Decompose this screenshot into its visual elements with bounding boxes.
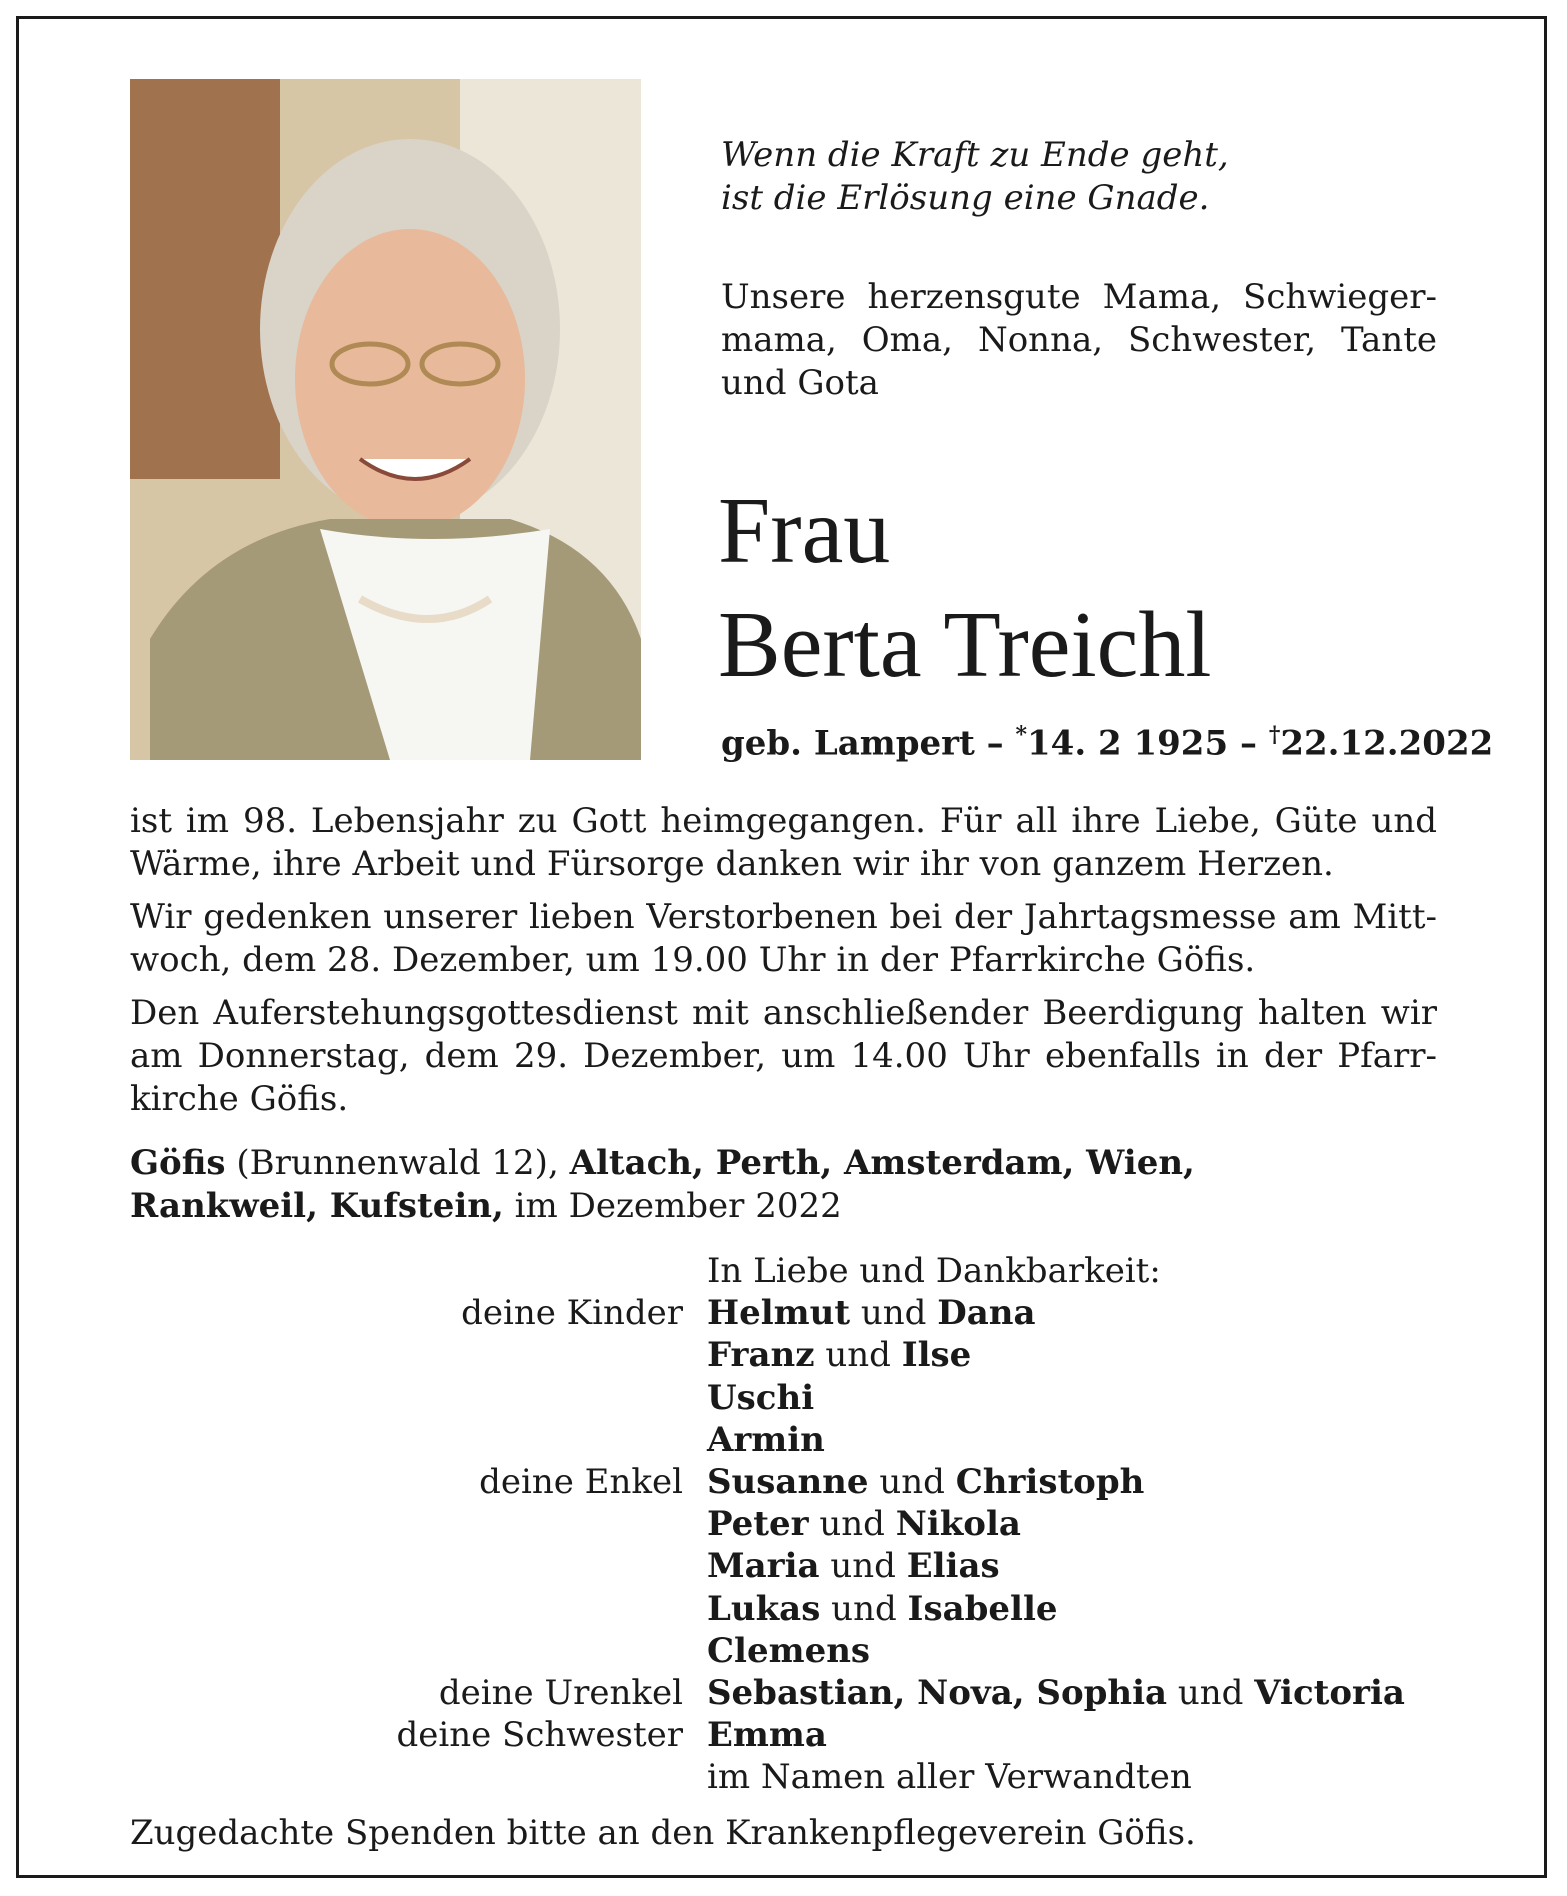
list-item bbox=[130, 1588, 1450, 1630]
notice-date: im Dezember 2022 bbox=[503, 1186, 842, 1226]
mourner-name: Nikola bbox=[895, 1504, 1021, 1545]
list-item bbox=[130, 1545, 1450, 1587]
mourner-name: Uschi bbox=[707, 1377, 815, 1418]
list-item bbox=[130, 1292, 1450, 1334]
list-item bbox=[130, 1377, 1450, 1419]
donation-note: Zugedachte Spenden bitte an den Krankenpflegeverein Göfis. bbox=[130, 1813, 1196, 1853]
paragraph-passing bbox=[130, 800, 1437, 886]
conjunction: und bbox=[819, 1504, 885, 1545]
relation-label: deine Schwester bbox=[396, 1715, 683, 1756]
mourners-list bbox=[130, 1250, 1450, 1799]
list-item bbox=[130, 1503, 1450, 1545]
death-symbol: † bbox=[1268, 722, 1281, 748]
conjunction: und bbox=[830, 1546, 896, 1587]
intro-line: Unsere herzensgute Mama, Schwieger- bbox=[721, 277, 1437, 317]
mourner-name: Christoph bbox=[955, 1462, 1145, 1503]
text-line: Wärme, ihre Arbeit und Fürsorge danken wir ihr von ganzem Herzen. bbox=[130, 844, 1334, 884]
deceased-name bbox=[718, 474, 1478, 702]
list-item bbox=[130, 1756, 1450, 1798]
places-others: Altach, Perth, Amsterdam, Wien, bbox=[569, 1143, 1195, 1183]
list-item bbox=[130, 1714, 1450, 1756]
mourner-name: Armin bbox=[707, 1419, 825, 1460]
text-line: ist im 98. Lebensjahr zu Gott heimgegangen. Für all ihre Liebe, Güte und bbox=[130, 801, 1437, 841]
birth-name: geb. Lampert bbox=[721, 723, 975, 764]
conjunction: und bbox=[860, 1293, 927, 1334]
motto-line: Wenn die Kraft zu Ende geht, bbox=[721, 135, 1229, 175]
paragraph-funeral bbox=[130, 992, 1437, 1121]
places-others: Rankweil, Kufstein, bbox=[130, 1186, 504, 1226]
intro-text bbox=[721, 276, 1437, 405]
life-dates bbox=[721, 713, 1494, 765]
list-item bbox=[130, 1419, 1450, 1461]
date-separator: – bbox=[974, 723, 1016, 764]
mourner-name: Helmut bbox=[707, 1293, 851, 1334]
text-line: am Donnerstag, dem 29. Dezember, um 14.00 Uhr ebenfalls in der Pfarr- bbox=[130, 1036, 1437, 1076]
mourner-name: Elias bbox=[906, 1546, 1000, 1587]
mourner-name: Susanne bbox=[707, 1462, 869, 1503]
text-line: woch, dem 28. Dezember, um 19.00 Uhr in der Pfarrkirche Göfis. bbox=[130, 940, 1256, 980]
mourner-name: Franz bbox=[707, 1335, 815, 1376]
home-address: (Brunnenwald 12), bbox=[225, 1143, 570, 1183]
mourner-name: Lukas bbox=[707, 1588, 821, 1629]
text-line: Den Auferstehungsgottesdienst mit anschließender Beerdigung halten wir bbox=[130, 993, 1437, 1033]
mourners-closing: im Namen aller Verwandten bbox=[707, 1757, 1192, 1798]
places-and-date bbox=[130, 1142, 1437, 1228]
list-item bbox=[130, 1334, 1450, 1376]
conjunction: und bbox=[1177, 1673, 1244, 1714]
list-item bbox=[130, 1461, 1450, 1503]
intro-line: und Gota bbox=[721, 363, 879, 403]
mourner-name: Emma bbox=[707, 1715, 827, 1756]
list-item bbox=[130, 1630, 1450, 1672]
date-separator: – bbox=[1228, 723, 1269, 764]
relation-label: deine Kinder bbox=[461, 1293, 683, 1334]
mourners-heading: In Liebe und Dankbarkeit: bbox=[707, 1251, 1161, 1291]
place-home: Göfis bbox=[130, 1143, 226, 1183]
text-line: kirche Göfis. bbox=[130, 1079, 349, 1119]
birth-symbol: * bbox=[1015, 722, 1027, 748]
conjunction: und bbox=[825, 1335, 891, 1376]
mourner-name: Ilse bbox=[901, 1335, 972, 1376]
mourner-name: Isabelle bbox=[907, 1588, 1058, 1629]
relation-label: deine Enkel bbox=[479, 1462, 683, 1503]
mourner-name: Maria bbox=[707, 1546, 820, 1587]
mourner-name: Sebastian, Nova, Sophia bbox=[707, 1673, 1168, 1714]
places-line bbox=[130, 1185, 1437, 1228]
mourner-name: Dana bbox=[937, 1293, 1036, 1334]
motto-quote bbox=[721, 134, 1441, 220]
conjunction: und bbox=[879, 1462, 945, 1503]
intro-line: mama, Oma, Nonna, Schwester, Tante bbox=[721, 320, 1437, 360]
paragraph-mass bbox=[130, 896, 1437, 982]
relation-label: deine Urenkel bbox=[438, 1673, 683, 1714]
announcement-body bbox=[130, 800, 1437, 1131]
mourner-name: Clemens bbox=[707, 1630, 871, 1671]
mourner-name: Victoria bbox=[1254, 1673, 1405, 1714]
portrait-photo bbox=[130, 79, 641, 760]
conjunction: und bbox=[831, 1588, 897, 1629]
birth-date: 14. 2 1925 bbox=[1027, 723, 1229, 764]
list-item bbox=[130, 1672, 1450, 1714]
name-full: Berta Treichl bbox=[718, 593, 1212, 697]
text-line: Wir gedenken unserer lieben Verstorbenen bei der Jahrtagsmesse am Mitt- bbox=[130, 897, 1437, 937]
list-item bbox=[130, 1250, 1450, 1292]
places-line bbox=[130, 1142, 1437, 1185]
death-date: 22.12.2022 bbox=[1280, 723, 1494, 764]
motto-line: ist die Erlösung eine Gnade. bbox=[721, 178, 1210, 218]
mourner-name: Peter bbox=[707, 1504, 809, 1545]
name-salutation: Frau bbox=[718, 479, 891, 583]
